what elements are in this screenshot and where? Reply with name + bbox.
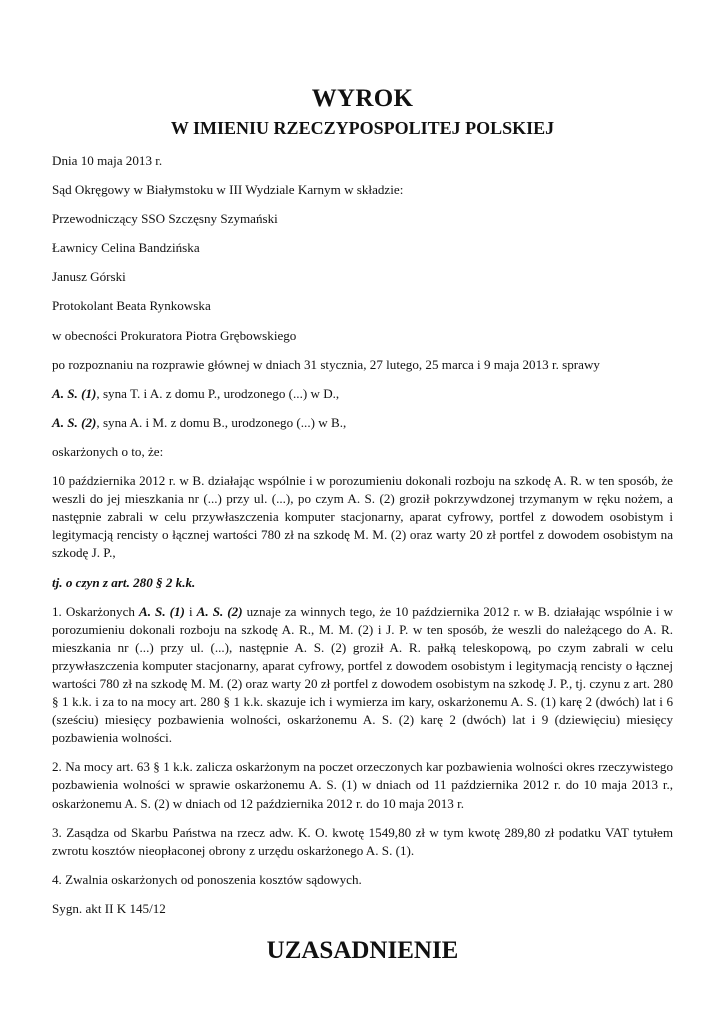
verdict-item-1-text: uznaje za winnych tego, że 10 października 2012 r. w B. działając wspólnie i w porozumieniu dokonali rozboju na szkodę A. R., M. M. (2) i J. P. w ten sposób, że weszli do należącego do A. R. mieszkania nr (...) przy ul. (...), następnie A. S. (2) groził A. R. pałką teleskopową, po czym zabrali w celu przywłaszczenia komputer stacjonarny, aparat cyfrowy, portfel z dowodem osobistym i legitymacją rencisty o łącznej wartości 780 zł na szkodę M. M. (2) oraz warty 20 zł portfel z dowodem osobistym na szkodę J. P., tj. czynu z art. 280 § 1 k.k. i za to na mocy art. 280 § 1 k.k. skazuje ich i wymierza im kary, oskarżonemu A. S. (1) karę 2 (dwóch) lat i 6 (sześciu) miesięcy pozbawienia wolności, oskarżonemu A. S. (2) karę 2 (dwóch) lat i 9 (dziewięciu) miesięcy pozbawienia wolności. bbox=[52, 603, 673, 746]
defendant-2 bbox=[52, 414, 673, 432]
verdict-item-1-name-1: A. S. (1) bbox=[139, 603, 185, 619]
court-clerk: Protokolant Beata Rynkowska bbox=[52, 298, 211, 314]
defendant-2-name: A. S. (2) bbox=[52, 414, 97, 430]
section-title: UZASADNIENIE bbox=[266, 937, 459, 964]
document-subtitle: W IMIENIU RZECZYPOSPOLITEJ POLSKIEJ bbox=[170, 118, 555, 138]
prosecutor-presence: w obecności Prokuratora Piotra Grębowskiego bbox=[52, 327, 297, 343]
judgment-date: Dnia 10 maja 2013 r. bbox=[52, 153, 163, 168]
defendant-2-details: , syna A. i M. z domu B., urodzonego (...) w B., bbox=[96, 414, 347, 430]
defendant-1-details: , syna T. i A. z domu P., urodzonego (...) w D., bbox=[96, 385, 340, 401]
defendant-1-name: A. S. (1) bbox=[52, 385, 97, 401]
verdict-item-1-name-2: A. S. (2) bbox=[196, 603, 243, 619]
verdict-item-3: 3. Zasądza od Skarbu Państwa na rzecz adw. K. O. kwotę 1549,80 zł w tym kwotę 289,80 zł podatku VAT tytułem zwrotu kosztów nieopłaconej obrony z urzędu oskarżonego A. S. (1). bbox=[52, 824, 673, 858]
presiding-judge: Przewodniczący SSO Szczęsny Szymański bbox=[52, 211, 278, 227]
verdict-item-4: 4. Zwalnia oskarżonych od ponoszenia kosztów sądowych. bbox=[52, 871, 362, 887]
verdict-item-2: 2. Na mocy art. 63 § 1 k.k. zalicza oskarżonym na poczet orzeczonych kar pozbawienia wolności okres rzeczywistego pozbawienia wolności w sprawie oskarżonemu A. S. (1) w dniach od 11 października 2012 r. do 10 maja 2013 r., oskarżonemu A. S. (2) w dniach od 12 października 2012 r. do 10 maja 2013 r. bbox=[52, 759, 673, 811]
legal-basis: tj. o czyn z art. 280 § 2 k.k. bbox=[52, 574, 196, 590]
verdict-item-1-prefix: 1. Oskarżonych bbox=[52, 603, 139, 619]
lay-judges: Ławnicy Celina Bandzińska bbox=[52, 240, 200, 256]
charged-intro: oskarżonych o to, że: bbox=[52, 443, 164, 459]
court-composition: Sąd Okręgowy w Białymstoku w III Wydziale Karnym w składzie: bbox=[52, 182, 404, 198]
verdict-item-1 bbox=[52, 603, 673, 748]
defendant-1 bbox=[52, 385, 673, 403]
charge-description: 10 października 2012 r. w B. działając wspólnie i w porozumieniu dokonali rozboju na szkodę A. R. w ten sposób, że weszli do jej mieszkania nr (...) przy ul. (...), po czym A. S. (2) groził pokrzywdzonej trzymanym w ręku nożem, a następnie zabrali w celu przywłaszczenia komputer stacjonarny, aparat cyfrowy, portfel z dowodem osobistym i legitymacją rencisty o łącznej wartości 780 zł na szkodę M. M. (2) oraz warty 20 zł portfel z dowodem osobistym na szkodę J. P., bbox=[52, 473, 673, 561]
case-signature: Sygn. akt II K 145/12 bbox=[52, 900, 166, 916]
document-title: WYROK bbox=[311, 85, 414, 112]
lay-judge-second: Janusz Górski bbox=[52, 269, 126, 285]
verdict-item-1-conjunction: i bbox=[184, 603, 197, 619]
hearing-dates: po rozpoznaniu na rozprawie głównej w dniach 31 stycznia, 27 lutego, 25 marca i 9 maja 2013 r. sprawy bbox=[52, 356, 600, 372]
